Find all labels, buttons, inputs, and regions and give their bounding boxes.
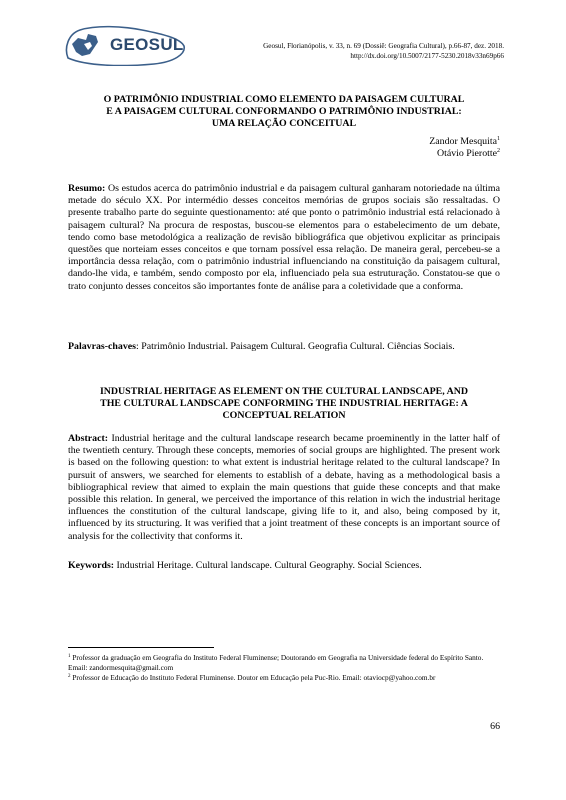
title-line: CONCEPTUAL RELATION — [222, 410, 346, 421]
keywords-pt — [68, 341, 500, 353]
title-line: UMA RELAÇÃO CONCEITUAL — [211, 118, 357, 129]
keywords-en — [68, 560, 500, 572]
footnote-mark: 2 — [497, 148, 500, 155]
keywords-text: Industrial Heritage. Cultural landscape. Cultural Geography. Social Sciences. — [116, 560, 422, 571]
footnote-mark: 2 — [68, 674, 71, 680]
footnote: $^2$ Professor de Educação do Instituto Federal Fluminense. Doutor em Educação pela Puc-Rio. Email: otaviocp@yahoo.com.br — [68, 673, 436, 683]
citation-header — [228, 42, 504, 61]
keywords-text: : Patrimônio Industrial. Paisagem Cultural. Geografia Cultural. Ciências Sociais. — [136, 341, 455, 352]
abstract-text: Os estudos acerca do patrimônio industrial e da paisagem cultural ganharam notoriedade na última metade do século XX. Por intermédio desses conceitos memórias de grupos sociais são ressaltadas. O presente trabalho parte do seguinte questionamento: até que ponto o patrimônio industrial está relacionado à paisagem cultural? Na procura de respostas, buscou-se elementos para o estabelecimento de um debate, tendo como base metodológica a realização de revisão bibliográfica que objetivou explicitar as principais questões que norteiam esses conceitos e que tornam possível essa relação. De maneira geral, percebeu-se a importância dessa relação, com o patrimônio industrial influenciando na constituição da paisagem cultural, dando-lhe vida, e também, sendo composto por ela, influenciado pela sua estruturação. Constatou-se que o trato conjunto desses conceitos são importantes fonte de análise para a coletividade que a conforma. — [68, 183, 500, 292]
title-line: THE CULTURAL LANDSCAPE CONFORMING THE INDUSTRIAL HERITAGE: A — [100, 398, 468, 409]
keywords-label: Keywords: — [68, 560, 115, 571]
journal-name: GEOSUL — [110, 35, 184, 54]
citation-line: Geosul, Florianópolis, v. 33, n. 69 (Dossiê: Geografia Cultural), p.66-87, dez. 2018. — [263, 42, 504, 50]
title-line: O PATRIMÔNIO INDUSTRIAL COMO ELEMENTO DA PAISAGEM CULTURAL — [103, 94, 465, 105]
abstract-pt — [68, 183, 500, 293]
keywords-label: Palavras-chaves — [68, 341, 137, 352]
journal-logo — [62, 24, 186, 66]
doi-link[interactable]: http://dx.doi.org/10.5007/2177-5230.2018v33n69p66 — [350, 51, 504, 60]
abstract-label: Resumo: — [68, 183, 106, 194]
footnotes — [68, 653, 500, 684]
title-line: INDUSTRIAL HERITAGE AS ELEMENT ON THE CULTURAL LANDSCAPE, AND — [99, 386, 469, 397]
author-list — [300, 136, 500, 160]
title-line: E A PAISAGEM CULTURAL CONFORMANDO O PATRIMÔNIO INDUSTRIAL: — [106, 106, 462, 117]
abstract-text: Industrial heritage and the cultural landscape research became proeminently in the latter half of the twentieth century. Through these concepts, memories of social groups are highlighted. The present work is based on the following question: to what extent is industrial heritage related to the cultural landscape? In pursuit of answers, we searched for elements to establish of a debate, having as a methodological basis a bibliographical review that aimed to explain the main questions that guide these concepts and that make possible this relation. In general, we perceived the importance of this relation in wich the industrial heritage influences the constitution of the cultural landscape, giving life to it, and also, being composed by it, influenced by its structuring. It was verified that a joint treatment of these concepts is an important source of analysis for the collectivity that conforms it. — [68, 433, 500, 542]
footnote-mark: 1 — [497, 136, 500, 142]
abstract-en — [68, 433, 500, 543]
author: Zandor Mesquita$^1$ — [429, 136, 500, 147]
article-title-pt — [68, 94, 500, 130]
page-number: 66 — [490, 721, 500, 732]
footnote-divider — [68, 647, 214, 648]
article-title-en — [68, 386, 500, 422]
footnote: $^1$ Professor da graduação em Geografia do Instituto Federal Fluminense; Doutorando em Geografia na Universidade federal do Espírito Santo. Email: zandormesquita@gmail.com — [68, 653, 484, 673]
abstract-label: Abstract: — [68, 433, 109, 444]
footnote-mark: 1 — [68, 654, 71, 659]
author: Otávio Pierotte$^2$ — [436, 148, 500, 160]
